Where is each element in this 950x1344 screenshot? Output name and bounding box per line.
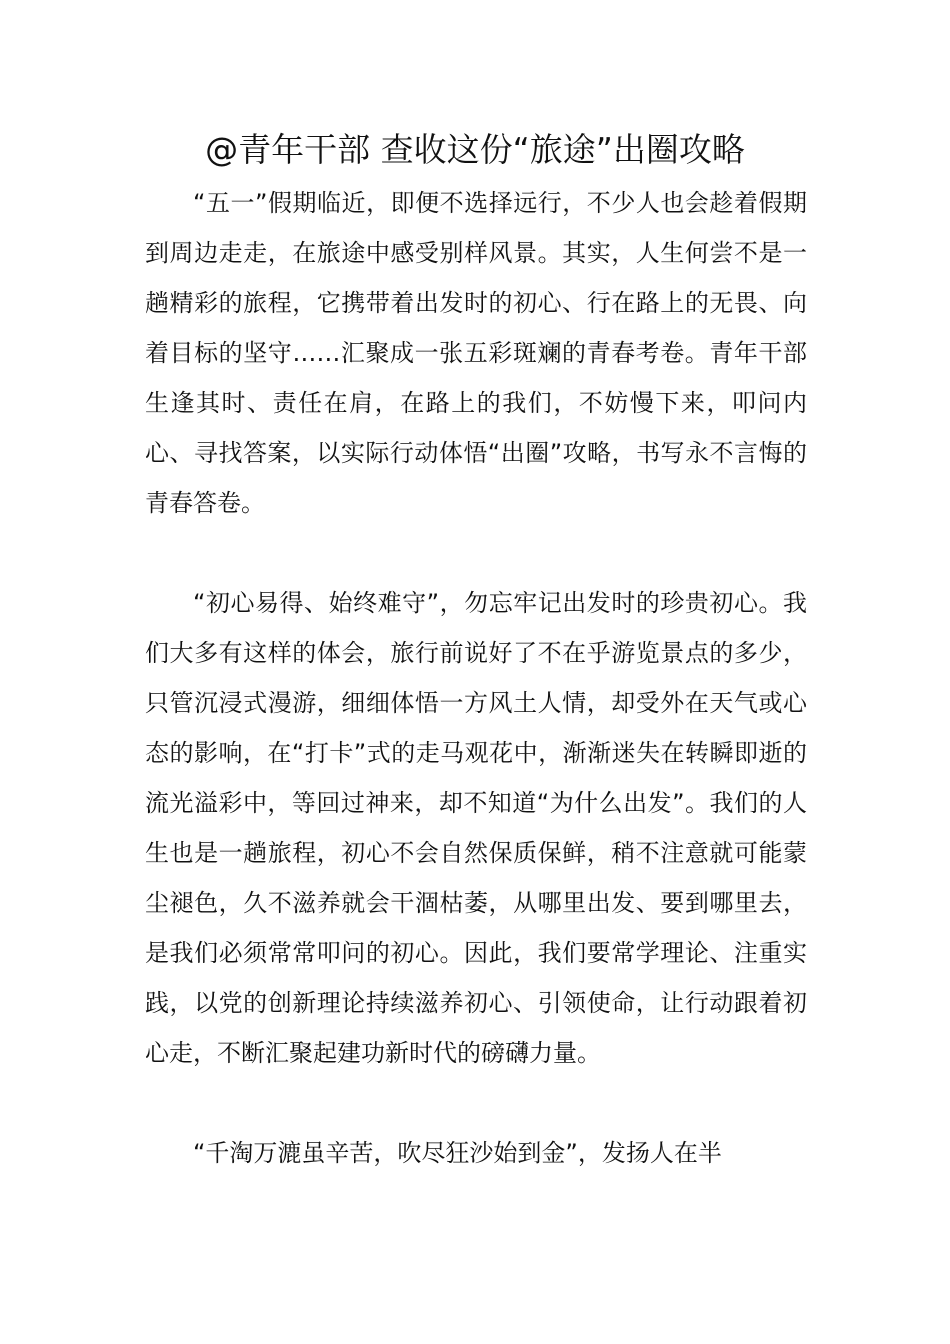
paragraph-1: “五一”假期临近，即便不选择远行，不少人也会趁着假期到周边走走，在旅途中感受别样风景。其实，人生何尝不是一趟精彩的旅程，它携带着出发时的初心、行在路上的无畏、向着目标的坚守……汇聚成一张五彩斑斓的青春考卷。青年干部生逢其时、责任在肩，在路上的我们，不妨慢下来，叩问内心、寻找答案，以实际行动体悟“出圈”攻略，书写永不言悔的青春答卷。 [145, 189, 807, 517]
paragraph-2: “初心易得、始终难守”，勿忘牢记出发时的珍贵初心。我们大多有这样的体会，旅行前说好了不在乎游览景点的多少，只管沉浸式漫游，细细体悟一方风土人情，却受外在天气或心态的影响，在“打卡”式的走马观花中，渐渐迷失在转瞬即逝的流光溢彩中，等回过神来，却不知道“为什么出发”。我们的人生也是一趟旅程，初心不会自然保质保鲜，稍不注意就可能蒙尘褪色，久不滋养就会干涸枯萎，从哪里出发、要到哪里去，是我们必须常常叩问的初心。因此，我们要常学理论、注重实践，以党的创新理论持续滋养初心、引领使命，让行动跟着初心走，不断汇聚起建功新时代的磅礴力量。 [145, 589, 807, 1067]
document-title: @青年干部 查收这份“旅途”出圈攻略 [205, 130, 745, 169]
paragraph-3: “千淘万漉虽辛苦，吹尽狂沙始到金”，发扬人在半 [193, 1139, 722, 1167]
document-body [145, 178, 807, 1228]
